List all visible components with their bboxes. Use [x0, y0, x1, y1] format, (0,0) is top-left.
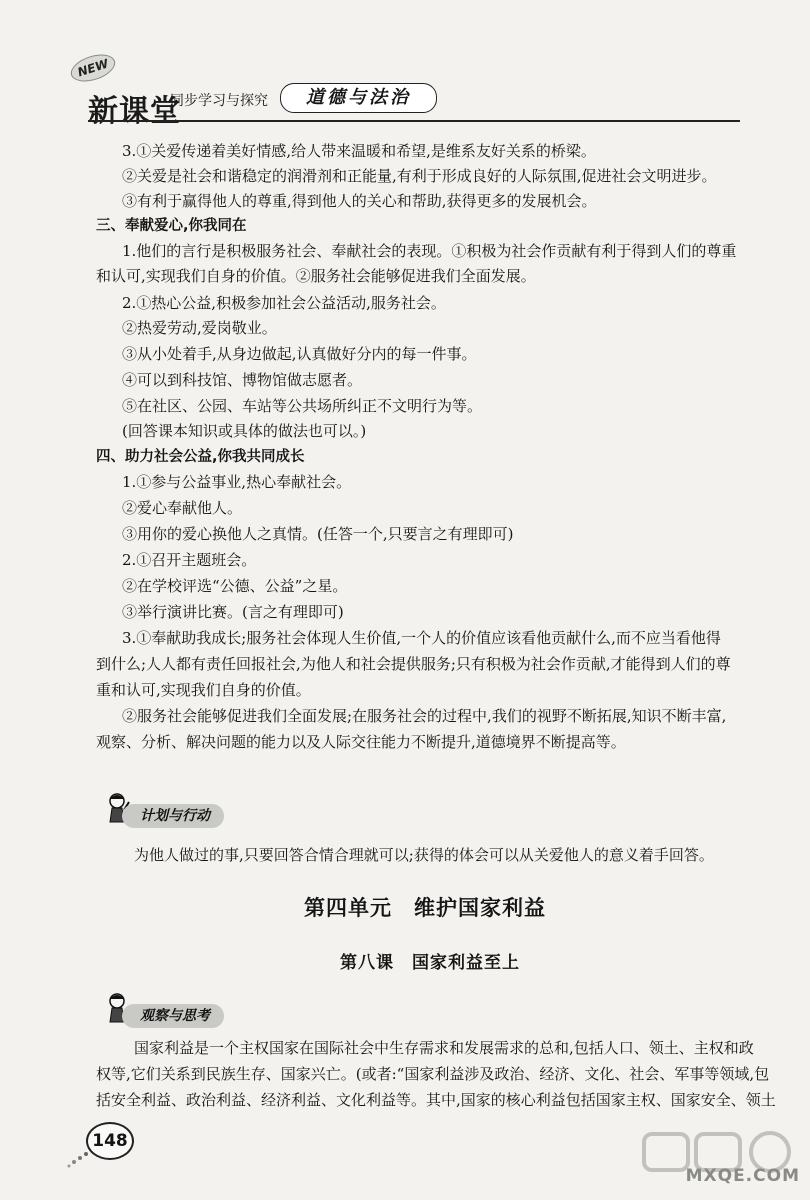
answer-line: ②热爱劳动,爱岗敬业。 — [122, 319, 277, 337]
answer-line: ②在学校评选“公德、公益”之星。 — [122, 577, 348, 595]
watermark-text: MXQE.COM — [685, 1166, 800, 1186]
answer-line: 和认可,实现我们自身的价值。②服务社会能够促进我们全面发展。 — [96, 267, 536, 285]
plan-action-label: 计划与行动 — [122, 804, 224, 828]
answer-line: 3.①奉献助我成长;服务社会体现人生价值,一个人的价值应该看他贡献什么,而不应当看他得 — [122, 629, 721, 647]
answer-line: 到什么;人人都有责任回报社会,为他人和社会提供服务;只有积极为社会作贡献,才能得到人们的尊 — [96, 655, 731, 673]
decorative-dots-icon — [66, 1150, 92, 1168]
unit-title: 第四单元 维护国家利益 — [304, 896, 546, 920]
observe-line: 国家利益是一个主权国家在国际社会中生存需求和发展需求的总和,包括人口、领土、主权和政 — [134, 1039, 754, 1057]
observe-think-label: 观察与思考 — [122, 1004, 224, 1028]
answer-line: (回答课本知识或具体的做法也可以。) — [122, 422, 367, 440]
observe-line: 括安全利益、政治利益、经济利益、文化利益等。其中,国家的核心利益包括国家主权、国家安全、领土 — [96, 1091, 776, 1109]
lesson-title: 第八课 国家利益至上 — [340, 953, 520, 973]
header-rule — [88, 120, 740, 122]
brand-title: 新课堂 — [88, 94, 181, 129]
page-header — [58, 50, 748, 130]
answer-line: 重和认可,实现我们自身的价值。 — [96, 681, 311, 699]
answer-line: ②服务社会能够促进我们全面发展;在服务社会的过程中,我们的视野不断拓展,知识不断丰富, — [122, 707, 727, 725]
section-heading: 四、助力社会公益,你我共同成长 — [96, 449, 305, 465]
answer-line: ③用你的爱心换他人之真情。(任答一个,只要言之有理即可) — [122, 525, 514, 543]
answer-line: 3.①关爱传递着美好情感,给人带来温暖和希望,是维系友好关系的桥梁。 — [122, 142, 596, 160]
answer-line: 观察、分析、解决问题的能力以及人际交往能力不断提升,道德境界不断提高等。 — [96, 733, 626, 751]
answer-line: ③有利于赢得他人的尊重,得到他人的关心和帮助,获得更多的发展机会。 — [122, 192, 597, 210]
series-subtitle: 同步学习与探究 — [170, 93, 268, 109]
answer-line: 2.①热心公益,积极参加社会公益活动,服务社会。 — [122, 294, 446, 312]
answer-line: ②关爱是社会和谐稳定的润滑剂和正能量,有利于形成良好的人际氛围,促进社会文明进步。 — [122, 167, 717, 185]
page-number: 148 — [86, 1122, 134, 1160]
subject-label: 道德与法治 — [280, 83, 437, 113]
observe-line: 权等,它们关系到民族生存、国家兴亡。(或者:“国家利益涉及政治、经济、文化、社会、军事等领域,包 — [96, 1065, 770, 1083]
answer-line: ⑤在社区、公园、车站等公共场所纠正不文明行为等。 — [122, 397, 483, 415]
answer-line: 2.①召开主题班会。 — [122, 551, 257, 569]
answer-line: 1.①参与公益事业,热心奉献社会。 — [122, 473, 352, 491]
answer-line: ③从小处着手,从身边做起,认真做好分内的每一件事。 — [122, 345, 477, 363]
plan-answer: 为他人做过的事,只要回答合情合理就可以;获得的体会可以从关爱他人的意义着手回答。 — [134, 846, 714, 864]
section-heading: 三、奉献爱心,你我同在 — [96, 218, 247, 234]
answer-line: ④可以到科技馆、博物馆做志愿者。 — [122, 371, 363, 389]
answer-line: ②爱心奉献他人。 — [122, 499, 243, 517]
answer-line: ③举行演讲比赛。(言之有理即可) — [122, 603, 344, 621]
answer-line: 1.他们的言行是积极服务社会、奉献社会的表现。①积极为社会作贡献有利于得到人们的尊重 — [122, 242, 737, 260]
new-badge: NEW — [67, 49, 118, 86]
